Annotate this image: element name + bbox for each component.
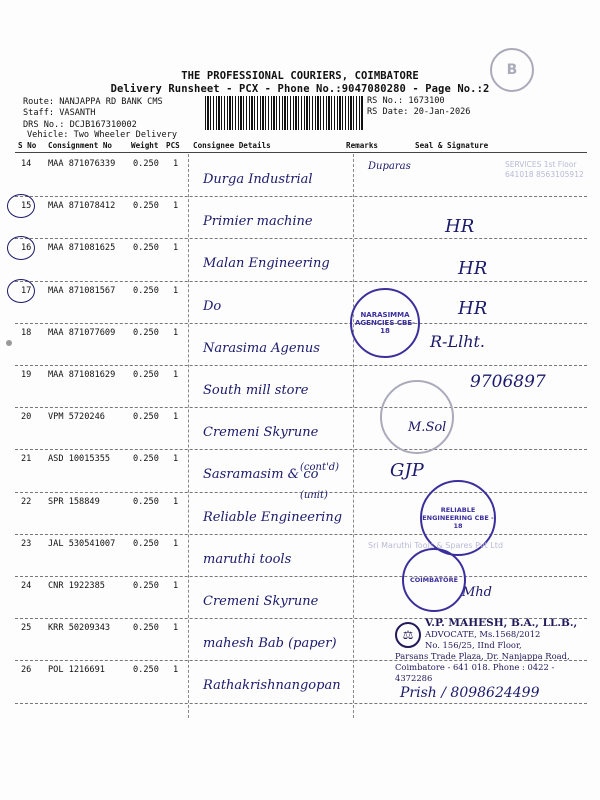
page-title: THE PROFESSIONAL COURIERS, COIMBATORE — [181, 70, 419, 82]
row-weight: 0.250 — [133, 285, 159, 296]
signature-15: HR — [445, 216, 475, 237]
row-weight: 0.250 — [133, 581, 159, 591]
row-consignee-handwritten: Cremeni Skyrune — [203, 425, 319, 441]
row-consignee-handwritten: Primier machine — [203, 214, 313, 230]
table-row — [15, 323, 587, 366]
row-weight: 0.250 — [133, 201, 159, 212]
row-consignee-handwritten: Durga Industrial — [203, 172, 313, 187]
col-weight: Weight — [131, 141, 159, 150]
page-subtitle: Delivery Runsheet - PCX - Phone No.:9047080280 - Page No.:2 — [110, 83, 490, 95]
col-consignment: Consignment No — [48, 141, 113, 150]
row-pcs: 1 — [173, 496, 179, 507]
row-sno: 24 — [21, 581, 32, 591]
row-sno: 21 — [21, 454, 32, 465]
row-weight: 0.250 — [133, 243, 159, 254]
row-weight: 0.250 — [133, 496, 159, 507]
table-header — [15, 140, 587, 153]
faint-company-stamp: SERVICES 1st Floor 641018 8563105912 — [505, 160, 584, 179]
row-weight: 0.250 — [133, 370, 159, 380]
row-sno: 22 — [21, 496, 32, 507]
row-sno-circle-mark — [7, 236, 35, 260]
table-row — [15, 576, 587, 619]
signature-18: R-Llht. — [430, 332, 486, 351]
rs-date: RS Date: 20-Jan-2026 — [367, 107, 471, 117]
row-sno: 26 — [21, 665, 32, 676]
punch-hole — [6, 340, 12, 346]
row-pcs: 1 — [173, 159, 179, 169]
advocate-address-1: No. 156/25, IInd Floor, — [425, 640, 522, 650]
row-sno: 23 — [21, 538, 32, 549]
row-weight: 0.250 — [133, 454, 159, 465]
signature-17: HR — [458, 298, 488, 319]
row-sno-circle-mark — [7, 279, 35, 303]
coimbatore-stamp — [402, 548, 466, 612]
coimbatore-stamp-text: COIMBATORE — [409, 576, 459, 584]
row-consignment-no: JAL 530541007 — [48, 538, 116, 549]
route-label: Route: NANJAPPA RD BANK CMS — [23, 97, 163, 107]
row-consignment-no: MAA 871081625 — [48, 243, 116, 254]
row-consignee-handwritten: Malan Engineering — [203, 256, 330, 272]
rs-number: RS No.: 1673100 — [367, 96, 445, 106]
note-21-contd: (cont'd) — [300, 462, 340, 473]
row-sno: 19 — [21, 370, 32, 380]
row-sno: 25 — [21, 623, 32, 634]
row-consignment-no: SPR 158849 — [48, 496, 100, 507]
advocate-address-3: Coimbatore - 641 018. Phone : 0422 - 4372286 — [395, 662, 555, 683]
row-consignment-no: MAA 871081567 — [48, 285, 116, 296]
advocate-address-2: Parsans Trade Plaza, Dr. Nanjappa Road, — [395, 651, 570, 661]
row-pcs: 1 — [173, 454, 179, 465]
narasimma-stamp — [350, 288, 420, 358]
row-consignment-no: CNR 1922385 — [48, 581, 105, 591]
row-sno-circle-mark — [7, 194, 35, 218]
drs-number: DRS No.: DCJB167310002 — [23, 120, 137, 130]
advocate-seal-icon: ⚖ — [395, 622, 421, 648]
row-weight: 0.250 — [133, 538, 159, 549]
signature-16: HR — [458, 258, 488, 279]
row-consignee-handwritten: Sasramasim & co — [203, 467, 319, 483]
row-consignee-handwritten: Rathakrishnangopan — [203, 678, 341, 694]
row-consignee-handwritten: mahesh Bab (paper) — [203, 636, 337, 652]
table-row — [15, 154, 587, 197]
row-consignment-no: MAA 871081629 — [48, 370, 116, 380]
row-sno: 17 — [21, 285, 32, 296]
signature-26: Prish / 8098624499 — [400, 685, 540, 701]
row-weight: 0.250 — [133, 327, 159, 338]
row-consignment-no: VPM 5720246 — [48, 412, 105, 423]
row-consignee-handwritten: maruthi tools — [203, 551, 292, 567]
row-pcs: 1 — [173, 623, 179, 634]
row-sno: 14 — [21, 159, 32, 169]
row-weight: 0.250 — [133, 665, 159, 676]
signature-24: Mhd — [462, 585, 493, 600]
col-seal: Seal & Signature — [415, 141, 489, 150]
row-sno: 16 — [21, 243, 32, 254]
narasimma-stamp-text: NARASIMMA AGENCIES CBE-18 — [355, 311, 415, 335]
row-weight: 0.250 — [133, 159, 159, 169]
row-sno: 18 — [21, 327, 32, 338]
advocate-stamp — [395, 618, 585, 684]
corner-stamp: B — [490, 48, 534, 92]
staff-label: Staff: VASANTH — [23, 108, 96, 118]
table-row — [15, 196, 587, 239]
row-consignment-no: MAA 871078412 — [48, 201, 116, 212]
row-consignee-handwritten: Cremeni Skyrune — [203, 594, 319, 609]
row-pcs: 1 — [173, 581, 179, 591]
vehicle-label: Vehicle: Two Wheeler Delivery — [27, 130, 178, 140]
row-weight: 0.250 — [133, 412, 159, 423]
advocate-name: V.P. MAHESH, B.A., LL.B., — [425, 617, 578, 629]
signature-21: GJP — [390, 460, 424, 481]
table-row — [15, 238, 587, 281]
row-consignee-handwritten: Reliable Engineering — [203, 509, 343, 525]
faint-round-stamp — [380, 380, 454, 454]
signature-19: 9706897 — [470, 372, 546, 392]
row-weight: 0.250 — [133, 623, 159, 634]
signature-14: Duparas — [368, 161, 411, 172]
row-consignment-no: ASD 10015355 — [48, 454, 111, 465]
row-consignee-handwritten: Do — [203, 298, 222, 314]
row-pcs: 1 — [173, 327, 179, 338]
row-pcs: 1 — [173, 370, 179, 380]
col-consignee: Consignee Details — [193, 141, 271, 150]
row-consignment-no: KRR 50209343 — [48, 623, 111, 634]
row-pcs: 1 — [173, 285, 179, 296]
barcode-image — [205, 96, 363, 130]
row-pcs: 1 — [173, 665, 179, 676]
row-consignment-no: POL 1216691 — [48, 665, 105, 676]
row-consignment-no: MAA 871077609 — [48, 327, 116, 338]
col-remarks: Remarks — [346, 141, 379, 150]
col-sno: S No — [18, 141, 37, 150]
row-consignee-handwritten: South mill store — [203, 383, 309, 398]
reliable-stamp-text: RELIABLE ENGINEERING CBE - 18 — [422, 506, 494, 530]
row-pcs: 1 — [173, 243, 179, 254]
row-pcs: 1 — [173, 538, 179, 549]
row-pcs: 1 — [173, 412, 179, 423]
advocate-reg: ADVOCATE, Ms.1568/2012 — [425, 629, 541, 639]
note-22-unit: (unit) — [300, 490, 328, 501]
row-consignment-no: MAA 871076339 — [48, 159, 116, 169]
signature-20: M.Sol — [408, 420, 447, 435]
maruthi-stamp-text: Sri Maruthi Tools & Spares Pvt Ltd — [368, 541, 504, 550]
table-row — [15, 281, 587, 324]
table-row — [15, 407, 587, 450]
col-pcs: PCS — [166, 141, 180, 150]
row-sno: 20 — [21, 412, 32, 423]
row-pcs: 1 — [173, 201, 179, 212]
row-consignee-handwritten: Narasima Agenus — [203, 340, 320, 356]
row-sno: 15 — [21, 201, 32, 212]
